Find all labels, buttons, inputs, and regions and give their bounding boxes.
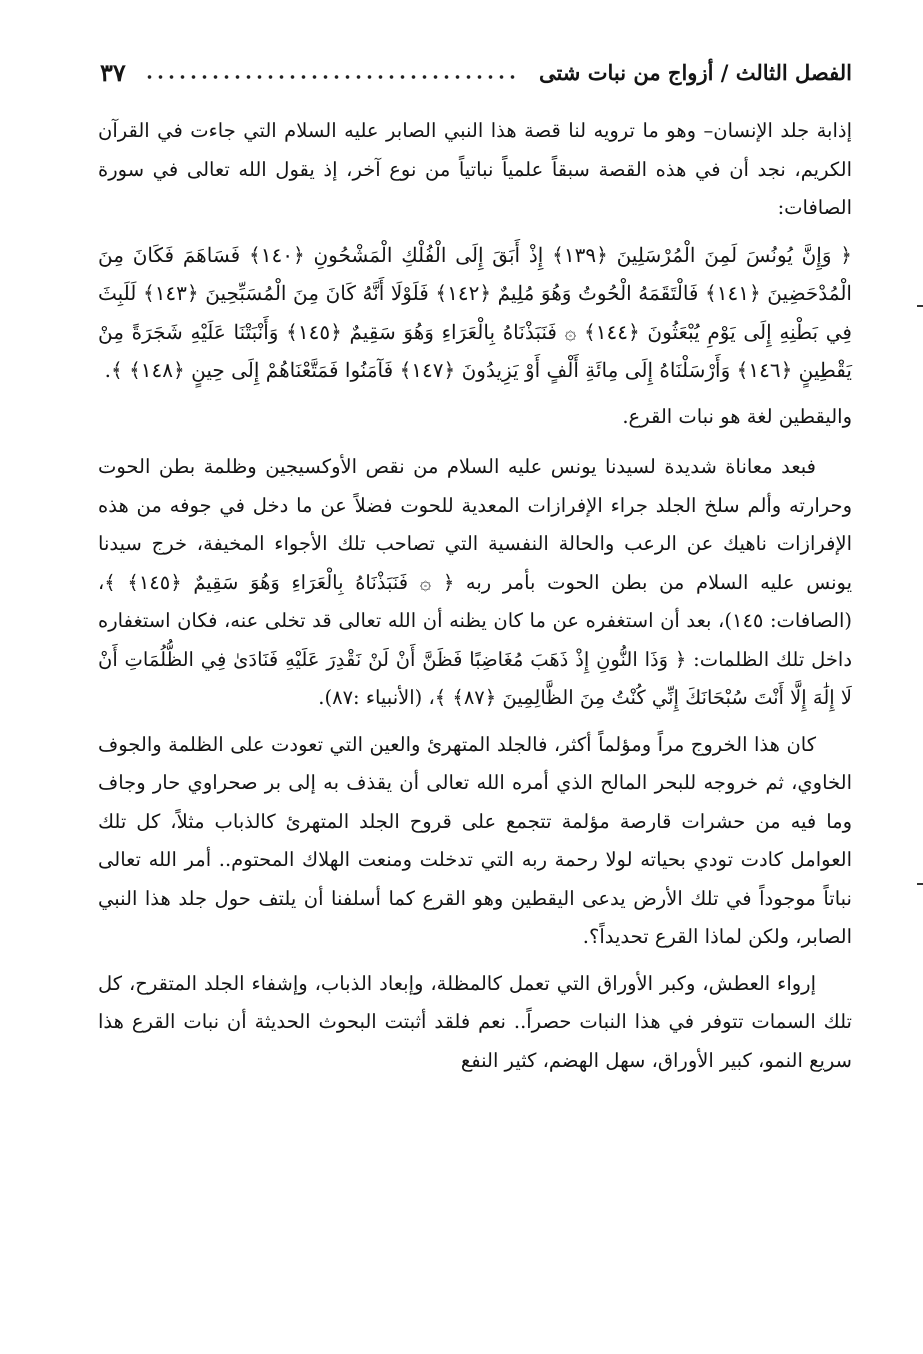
- paragraph-exit-from-whale: فبعد معاناة شديدة لسيدنا يونس عليه السلام من نقص الأوكسيجين وظلمة بطن الحوت وحرارته وألم سلخ الجلد جراء الإفرازات المعدية للحوت فضلاً عن ما دخل في جوفه من هذه الإفرازات ناهيك عن الرعب والحالة النفسية التي تصاحب تلك الأجواء المخيفة، خرج سيدنا يونس عليه السلام من بطن الحوت بأمر ربه ﴿ ۞ فَنَبَذْنَاهُ بِالْعَرَاءِ وَهُوَ سَقِيمٌ ﴿١٤٥﴾ ﴾، (الصافات: ١٤٥)، بعد أن استغفره عن ما كان يظنه أن الله تعالى قد تخلى عنه، فكان استغفاره داخل تلك الظلمات: ﴿ وَذَا النُّونِ إِذْ ذَهَبَ مُغَاضِبًا فَظَنَّ أَنْ لَنْ نَقْدِرَ عَلَيْهِ فَنَادَىٰ فِي الظُّلُمَاتِ أَنْ لَا إِلَٰهَ إِلَّا أَنْتَ سُبْحَانَكَ إِنِّي كُنْتُ مِنَ الظَّالِمِينَ ﴿٨٧﴾ ﴾، (الأنبياء :٨٧).: [98, 455, 853, 709]
- page-number: ٣٧: [100, 57, 126, 87]
- chapter-title: الفصل الثالث / أزواج من نبات شتى: [538, 59, 852, 85]
- paragraph-gourd-benefits: إرواء العطش، وكبر الأوراق التي تعمل كالمظلة، وإبعاد الذباب، وإشفاء الجلد المتقرح، كل تلك السمات تتوفر في هذا النبات حصراً.. نعم فلقد أثبتت البحوث الحديثة أن نبات القرع هذا سريع النمو، كبير الأوراق، سهل الهضم، كثير النفع: [98, 971, 852, 1072]
- margin-mark: [917, 883, 923, 885]
- page-header: [100, 52, 852, 92]
- quran-verse-block: ﴿ وَإِنَّ يُونُسَ لَمِنَ الْمُرْسَلِينَ ﴿١٣٩﴾ إِذْ أَبَقَ إِلَى الْفُلْكِ الْمَشْحُونِ ﴿١٤٠﴾ فَسَاهَمَ فَكَانَ مِنَ الْمُدْحَضِينَ ﴿١٤١﴾ فَالْتَقَمَهُ الْحُوتُ وَهُوَ مُلِيمٌ ﴿١٤٢﴾ فَلَوْلَا أَنَّهُ كَانَ مِنَ الْمُسَبِّحِينَ ﴿١٤٣﴾ لَلَبِثَ فِي بَطْنِهِ إِلَى يَوْمِ يُبْعَثُونَ ﴿١٤٤﴾ ۞ فَنَبَذْنَاهُ بِالْعَرَاءِ وَهُوَ سَقِيمٌ ﴿١٤٥﴾ وَأَنْبَتْنَا عَلَيْهِ شَجَرَةً مِنْ يَقْطِينٍ ﴿١٤٦﴾ وَأَرْسَلْنَاهُ إِلَى مِائَةِ أَلْفٍ أَوْ يَزِيدُونَ ﴿١٤٧﴾ فَآمَنُوا فَمَتَّعْنَاهُمْ إِلَى حِينٍ ﴿١٤٨﴾ ﴾.: [98, 242, 853, 382]
- page-body: [98, 112, 852, 1088]
- paragraph-hardship: كان هذا الخروج مراً ومؤلماً أكثر، فالجلد المتهرئ والعين التي تعودت على الظلمة والجوف الخاوي، ثم خروجه للبحر المالح الذي أمره الله تعالى أن يقذف به إلى بر صحراوي حار وجاف وما فيه من حشرات قارصة مؤلمة تتجمع على قروح الجلد المتهرئ كالذباب مثلاً، كل تلك العوامل كادت تودي بحياته لولا رحمة ربه التي تدخلت ومنعت الهلاك المحتوم.. أمر الله تعالى نباتاً موجوداً في تلك الأرض يدعى اليقطين وهو القرع كما أسلفنا أن يلتف حول جلد هذا النبي الصابر، ولكن لماذا القرع تحديداً؟.: [98, 732, 852, 948]
- paragraph-yaqteen-definition: واليقطين لغة هو نبات القرع.: [622, 404, 852, 428]
- margin-mark: [917, 305, 923, 307]
- header-dotted-leader: [144, 75, 521, 79]
- paragraph-intro: إذابة جلد الإنسان– وهو ما ترويه لنا قصة هذا النبي الصابر عليه السلام التي جاءت في القرآن الكريم، نجد أن في هذه القصة سبقاً علمياً نباتياً من نوع آخر، إذ يقول الله تعالى في سورة الصافات:: [98, 119, 852, 219]
